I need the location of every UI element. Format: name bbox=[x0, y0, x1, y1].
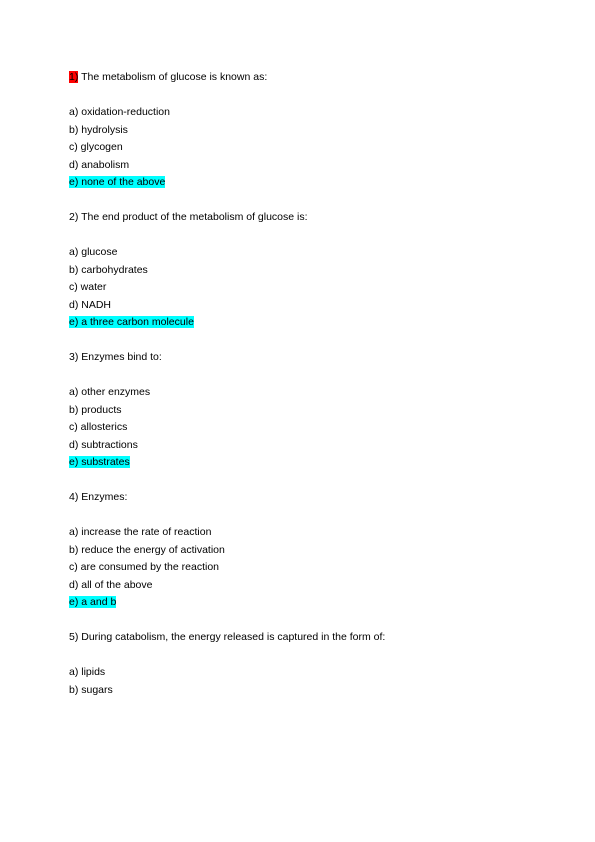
option-d: d) all of the above bbox=[69, 578, 153, 591]
spacer bbox=[69, 332, 555, 350]
option-e-answer bbox=[69, 314, 555, 332]
question-4 bbox=[69, 489, 555, 612]
question-prompt bbox=[69, 629, 555, 647]
option-d: d) anabolism bbox=[69, 158, 130, 171]
option-e-answer bbox=[69, 454, 555, 472]
spacer bbox=[69, 367, 555, 385]
option-b: b) sugars bbox=[69, 683, 113, 696]
option-c: c) are consumed by the reaction bbox=[69, 561, 219, 573]
question-number: 4) bbox=[69, 491, 79, 503]
question-prompt bbox=[69, 209, 555, 227]
answer-highlight: e) substrates bbox=[69, 456, 130, 468]
option-b: b) reduce the energy of activation bbox=[69, 543, 225, 556]
option-a: a) glucose bbox=[69, 246, 118, 258]
option-e-answer bbox=[69, 174, 555, 192]
option-a: a) oxidation-reduction bbox=[69, 106, 170, 118]
spacer bbox=[69, 647, 555, 665]
spacer bbox=[69, 87, 555, 105]
question-prompt bbox=[69, 69, 555, 87]
question-prompt bbox=[69, 489, 555, 507]
spacer bbox=[69, 472, 555, 490]
question-prompt bbox=[69, 349, 555, 367]
question-number-highlighted: 1) bbox=[69, 71, 79, 83]
option-d: d) subtractions bbox=[69, 438, 138, 451]
option-d: d) NADH bbox=[69, 298, 112, 311]
spacer bbox=[69, 612, 555, 630]
option-a: a) increase the rate of reaction bbox=[69, 526, 212, 538]
question-number: 2) bbox=[69, 211, 79, 223]
question-text: Enzymes bind to: bbox=[78, 351, 162, 363]
option-b: b) carbohydrates bbox=[69, 263, 148, 276]
option-b: b) products bbox=[69, 403, 122, 416]
option-a: a) lipids bbox=[69, 666, 106, 678]
option-e-answer bbox=[69, 594, 555, 612]
question-text: The metabolism of glucose is known as: bbox=[78, 71, 268, 83]
answer-highlight: e) a and b bbox=[69, 596, 117, 608]
question-1 bbox=[69, 69, 555, 192]
option-c: c) allosterics bbox=[69, 421, 128, 433]
option-c: c) water bbox=[69, 281, 107, 293]
option-a: a) other enzymes bbox=[69, 386, 151, 398]
answer-highlight: e) none of the above bbox=[69, 176, 166, 188]
question-text: During catabolism, the energy released is captured in the form of: bbox=[78, 631, 386, 643]
question-3 bbox=[69, 349, 555, 472]
question-text: Enzymes: bbox=[78, 491, 128, 503]
question-number: 3) bbox=[69, 351, 79, 363]
question-text: The end product of the metabolism of glucose is: bbox=[78, 211, 308, 223]
spacer bbox=[69, 507, 555, 525]
option-c: c) glycogen bbox=[69, 141, 123, 153]
spacer bbox=[69, 227, 555, 245]
question-number: 5) bbox=[69, 631, 79, 643]
option-b: b) hydrolysis bbox=[69, 123, 128, 136]
answer-highlight: e) a three carbon molecule bbox=[69, 316, 194, 328]
spacer bbox=[69, 192, 555, 210]
question-2 bbox=[69, 209, 555, 332]
question-5 bbox=[69, 629, 555, 699]
quiz-document bbox=[69, 69, 555, 699]
